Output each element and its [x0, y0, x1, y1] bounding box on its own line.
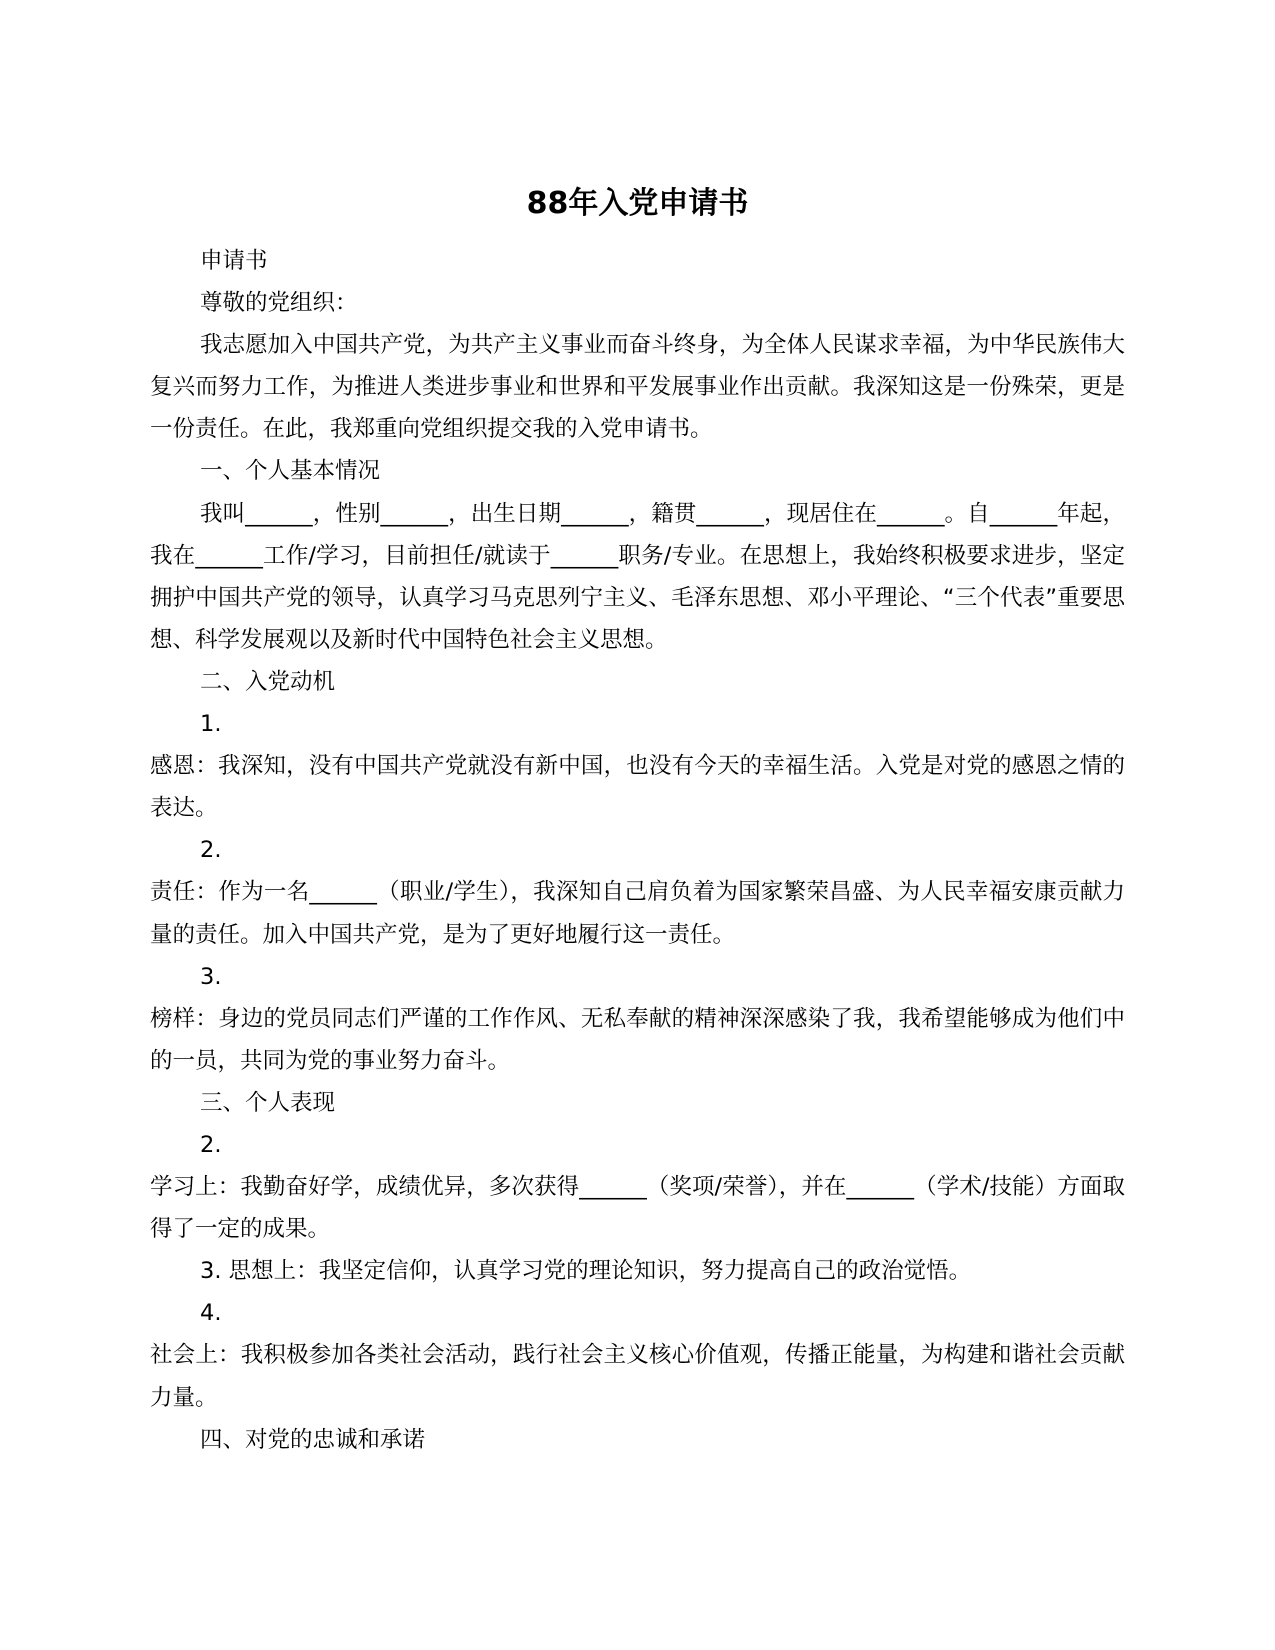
- list-number: 1.: [200, 711, 222, 738]
- document-title: 88年入党申请书: [526, 186, 749, 221]
- document-page: [150, 0, 1125, 1650]
- paragraph-responsibility: 责任：作为一名______（职业/学生），我深知自己肩负着为国家繁荣昌盛、为人民幸福安康贡献力量的责任。加入中国共产党，是为了更好地履行这一责任。: [150, 879, 1125, 948]
- list-number: 2.: [200, 837, 222, 864]
- section-heading-loyalty: 四、对党的忠诚和承诺: [200, 1426, 426, 1453]
- section-heading-motivation: 二、入党动机: [200, 668, 336, 695]
- paragraph-thought: 3. 思想上：我坚定信仰，认真学习党的理论知识，努力提高自己的政治觉悟。: [200, 1258, 972, 1285]
- paragraph-basic-info: 我叫______，性别______，出生日期______，籍贯______，现居住在______。自______年起，我在______工作/学习，目前担任/就读于______职务/专业。在思想上，我始终积极要求进步，坚定拥护中国共产党的领导，认真学习马克思列宁主义、毛泽东思想、邓小平理论、“三个代表”重要思想、科学发展观以及新时代中国特色社会主义思想。: [150, 500, 1125, 653]
- section-heading-performance: 三、个人表现: [200, 1089, 336, 1116]
- list-number: 3.: [200, 963, 222, 990]
- paragraph-role-model: 榜样：身边的党员同志们严谨的工作作风、无私奉献的精神深深感染了我，我希望能够成为他们中的一员，共同为党的事业努力奋斗。: [150, 1005, 1125, 1074]
- list-number: 4.: [200, 1300, 222, 1327]
- list-number: 2.: [200, 1131, 222, 1158]
- paragraph-heading-application: 申请书: [200, 248, 268, 274]
- paragraph-intro: 我志愿加入中国共产党，为共产主义事业而奋斗终身，为全体人民谋求幸福，为中华民族伟大复兴而努力工作，为推进人类进步事业和世界和平发展事业作出贡献。我深知这是一份殊荣，更是一份责任。在此，我郑重向党组织提交我的入党申请书。: [150, 332, 1125, 443]
- paragraph-gratitude: 感恩：我深知，没有中国共产党就没有新中国，也没有今天的幸福生活。入党是对党的感恩之情的表达。: [150, 753, 1125, 822]
- document-body: [150, 240, 1125, 1461]
- paragraph-social: 社会上：我积极参加各类社会活动，践行社会主义核心价值观，传播正能量，为构建和谐社会贡献力量。: [150, 1342, 1125, 1411]
- section-heading-basic-info: 一、个人基本情况: [200, 458, 381, 485]
- paragraph-study: 学习上：我勤奋好学，成绩优异，多次获得______（奖项/荣誉），并在______（学术/技能）方面取得了一定的成果。: [150, 1174, 1125, 1243]
- paragraph-salutation: 尊敬的党组织：: [200, 290, 358, 317]
